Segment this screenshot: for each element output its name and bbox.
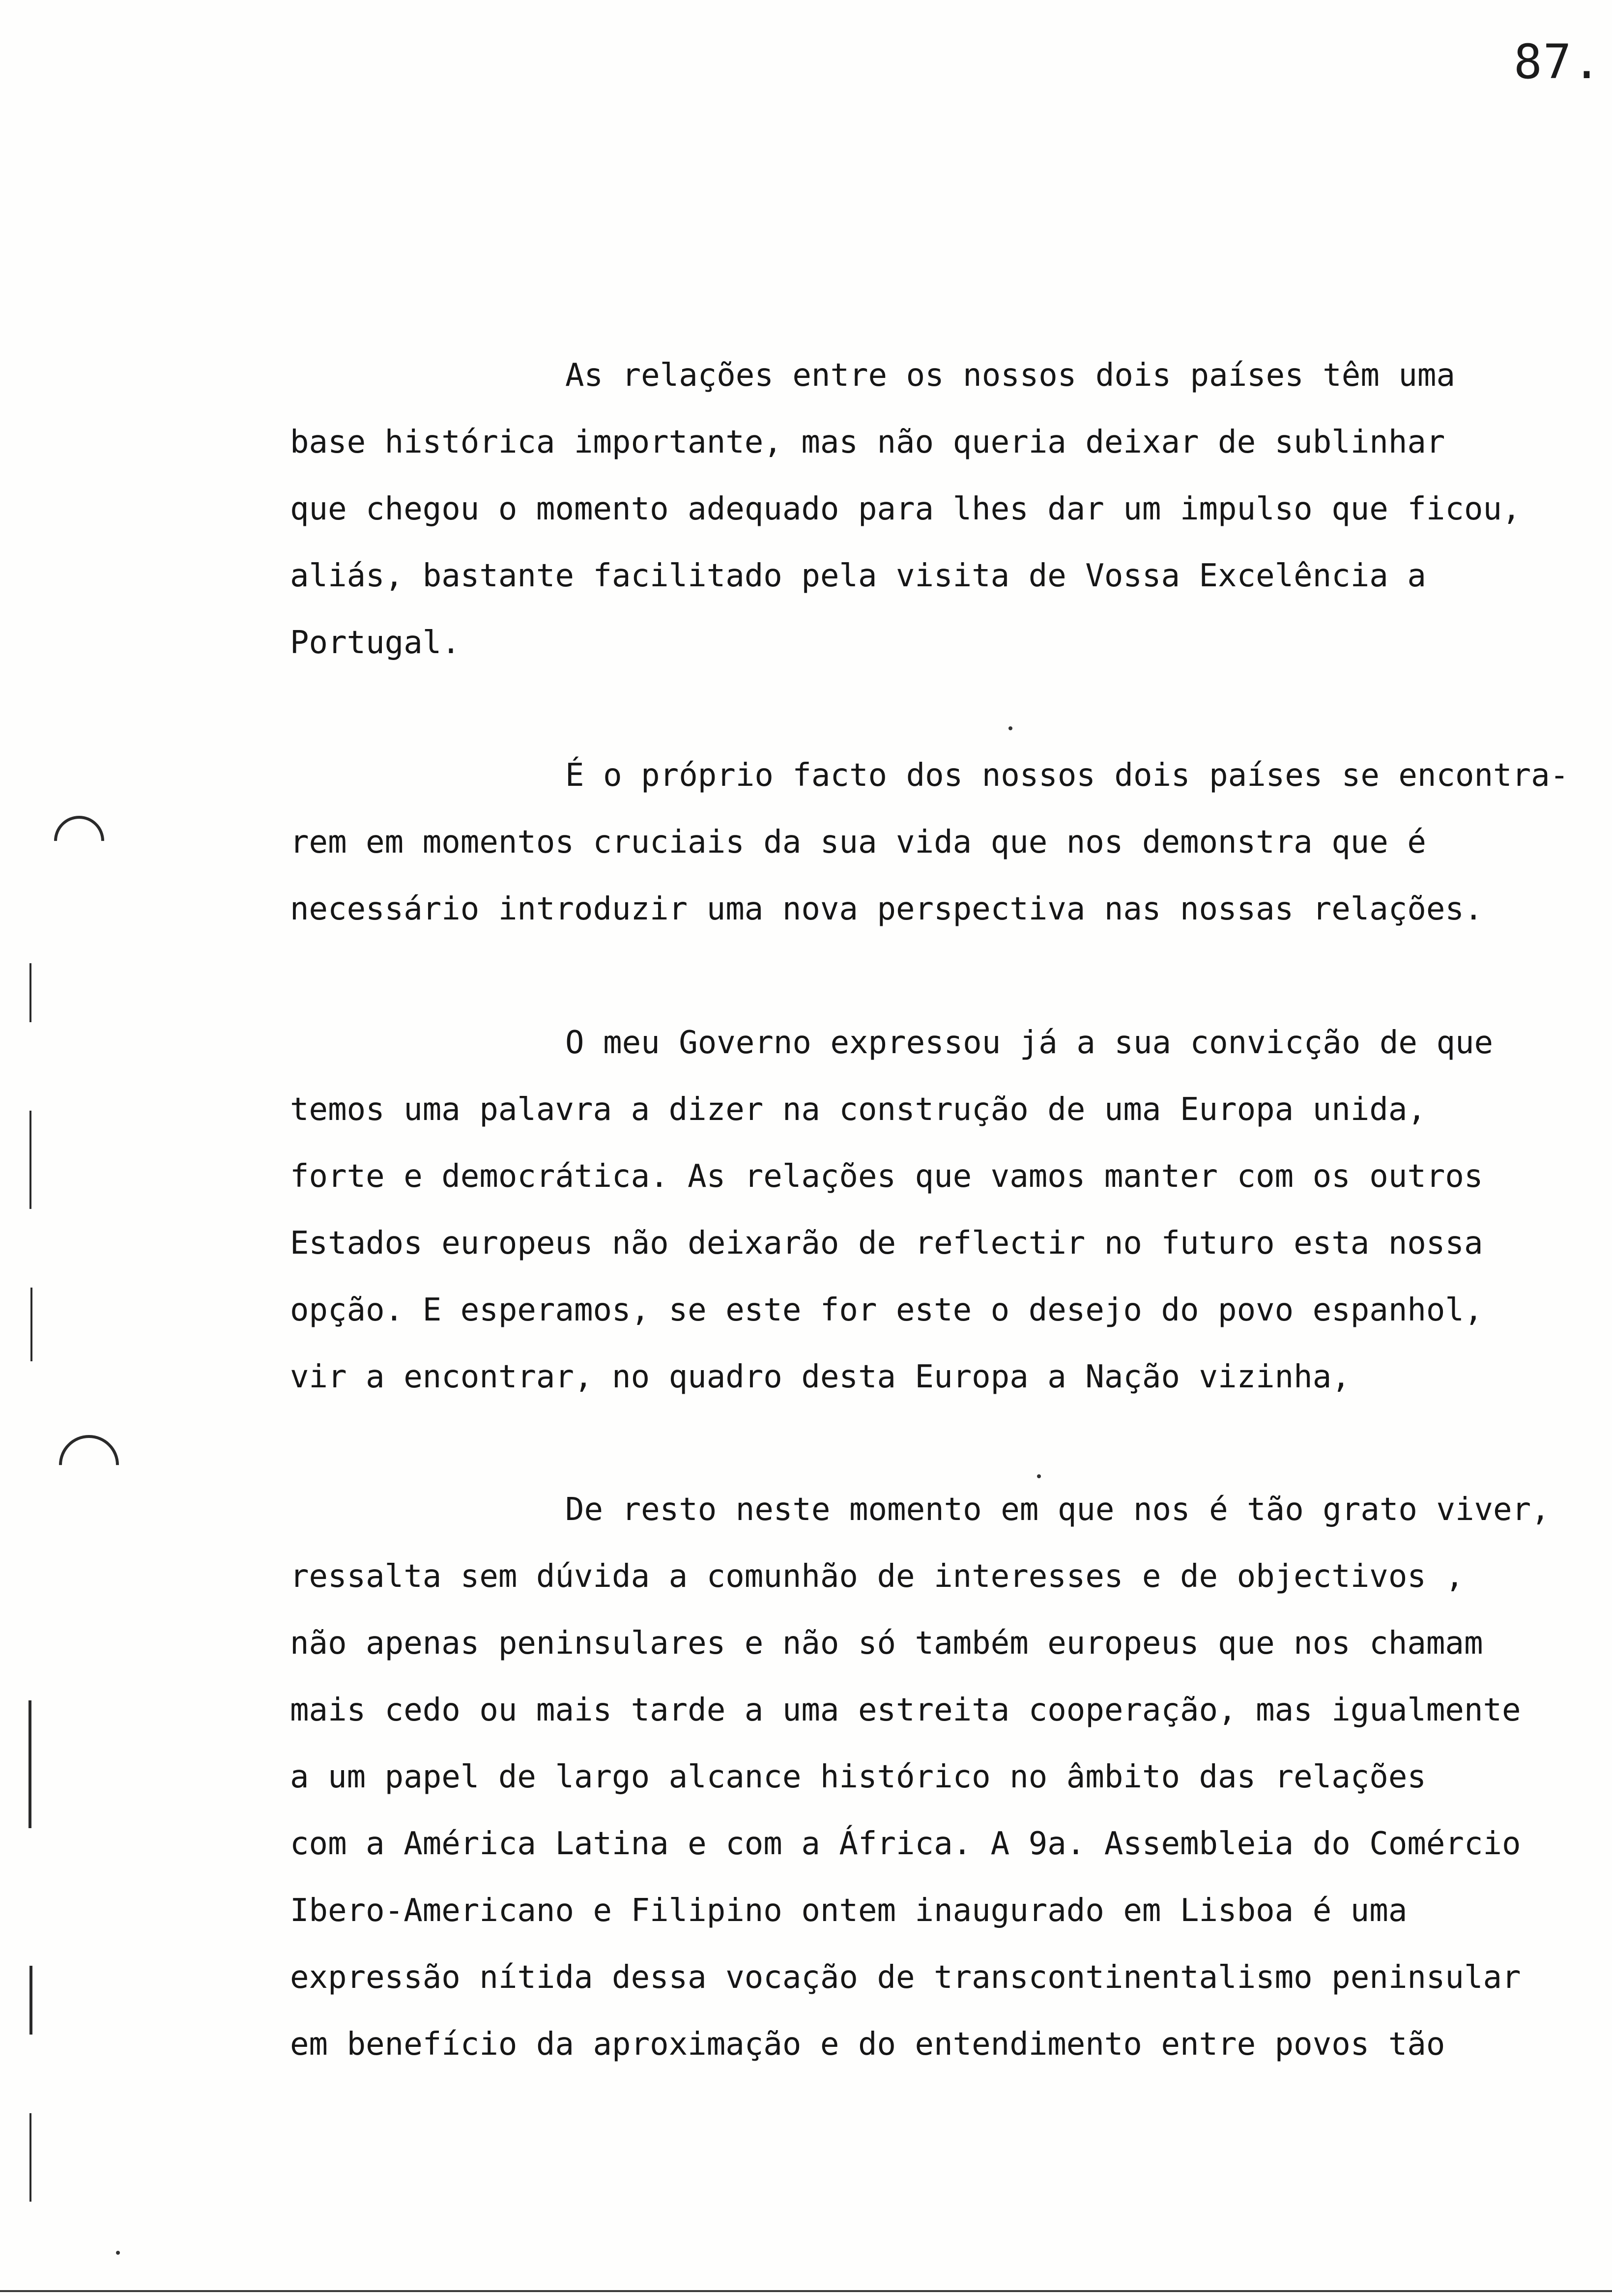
hole-punch-arc — [47, 1423, 132, 1508]
page-edge — [0, 2290, 1612, 2292]
paragraph-line: O meu Governo expressou já a sua convicção de que — [565, 1025, 1494, 1061]
scan-speck — [116, 2251, 120, 2255]
paragraph-line: a um papel de largo alcance histórico no âmbito das relações — [290, 1759, 1426, 1795]
binding-mark — [29, 1966, 32, 2035]
paragraph-line: As relações entre os nossos dois países têm uma — [565, 357, 1455, 394]
binding-mark — [29, 1700, 31, 1828]
paragraph-line: temos uma palavra a dizer na construção de uma Europa unida, — [290, 1091, 1426, 1128]
paragraph-line: não apenas peninsulares e não só também europeus que nos chamam — [290, 1625, 1483, 1662]
paragraph-line: com a América Latina e com a África. A 9a. Assembleia do Comércio — [290, 1826, 1521, 1862]
paragraph-line: Estados europeus não deixarão de reflectir no futuro esta nossa — [290, 1225, 1483, 1262]
paragraph-2 — [290, 742, 1612, 943]
paragraph-line: forte e democrática. As relações que vamos manter com os outros — [290, 1158, 1483, 1195]
binding-mark — [30, 1288, 32, 1361]
paragraph-line: Portugal. — [290, 625, 461, 661]
paragraph-3 — [290, 1009, 1612, 1410]
binding-mark — [29, 1111, 31, 1209]
paragraph-line: necessário introduzir uma nova perspectiva nas nossas relações. — [290, 891, 1483, 927]
paragraph-line: em benefício da aproximação e do entendimento entre povos tão — [290, 2026, 1445, 2063]
scan-speck — [1037, 1474, 1041, 1478]
paragraph-line: É o próprio facto dos nossos dois países se encontra- — [565, 757, 1569, 794]
paragraph-line: rem em momentos cruciais da sua vida que nos demonstra que é — [290, 824, 1426, 861]
paragraph-line: aliás, bastante facilitado pela visita de Vossa Excelência a — [290, 558, 1426, 594]
paragraph-line: vir a encontrar, no quadro desta Europa a Nação vizinha, — [290, 1359, 1351, 1395]
hole-punch-arc — [44, 805, 115, 876]
paragraph-line: mais cedo ou mais tarde a uma estreita cooperação, mas igualmente — [290, 1692, 1521, 1728]
paragraph-line: Ibero-Americano e Filipino ontem inaugurado em Lisboa é uma — [290, 1893, 1408, 1929]
paragraph-line: ressalta sem dúvida a comunhão de interesses e de objectivos , — [290, 1558, 1464, 1595]
paragraph-line: opção. E esperamos, se este for este o desejo do povo espanhol, — [290, 1292, 1483, 1328]
scan-speck — [1008, 726, 1012, 730]
paragraph-line: base histórica importante, mas não queria deixar de sublinhar — [290, 424, 1445, 460]
paragraph-4 — [290, 1476, 1612, 2078]
paragraph-1 — [290, 342, 1612, 676]
paragraph-line: que chegou o momento adequado para lhes dar um impulso que ficou, — [290, 491, 1521, 527]
page-number: 87. — [1514, 34, 1602, 89]
binding-mark — [29, 2113, 31, 2202]
binding-mark — [29, 963, 31, 1022]
paragraph-line: expressão nítida dessa vocação de transcontinentalismo peninsular — [290, 1959, 1521, 1996]
paragraph-line: De resto neste momento em que nos é tão grato viver, — [565, 1492, 1550, 1528]
